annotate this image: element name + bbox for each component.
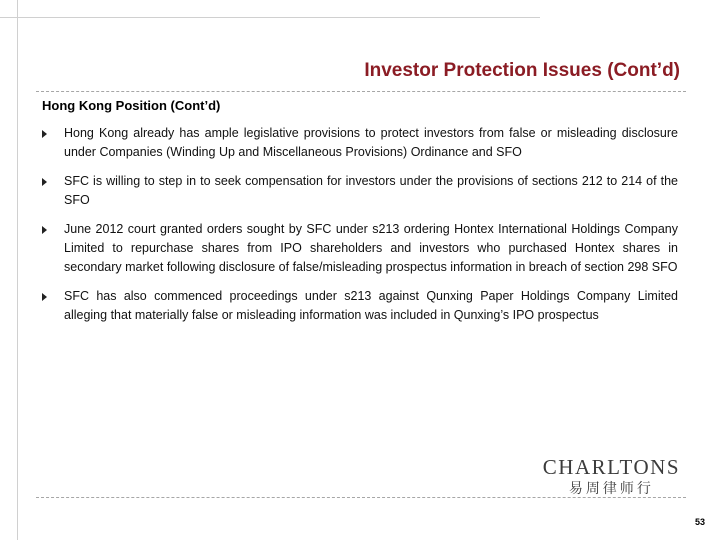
triangle-bullet-icon [42,178,47,186]
title-divider [36,91,686,92]
triangle-bullet-icon [42,226,47,234]
frame-horizontal-line [0,17,540,18]
section-subtitle: Hong Kong Position (Cont’d) [42,98,221,113]
bullet-item [42,287,678,325]
bullet-item [42,124,678,162]
bullet-text: June 2012 court granted orders sought by SFC under s213 ordering Hontex International Holdings Company Limited to repurchase shares from IPO shareholders and investors who purchased Hontex shares in secondary market following disclosure of false/misleading prospectus information in breach of section 298 SFO [64,222,678,274]
page-number: 53 [694,517,705,527]
bullet-text: SFC is willing to step in to seek compensation for investors under the provisions of sections 212 to 214 of the SFO [64,174,678,207]
triangle-bullet-icon [42,130,47,138]
triangle-bullet-icon [42,293,47,301]
logo-english-text: CHARLTONS [542,455,680,479]
bullet-item [42,172,678,210]
footer-divider [36,497,686,498]
frame-vertical-line [17,0,18,540]
bullet-text: SFC has also commenced proceedings under s213 against Qunxing Paper Holdings Company Limited alleging that materially false or misleading information was included in Qunxing’s IPO prospectus [64,289,678,322]
bullet-item [42,220,678,277]
bullet-list [42,124,678,335]
slide-title: Investor Protection Issues (Cont’d) [364,60,680,81]
bullet-text: Hong Kong already has ample legislative provisions to protect investors from false or misleading disclosure under Companies (Winding Up and Miscellaneous Provisions) Ordinance and SFO [64,126,678,159]
logo-chinese-text: 易周律师行 [568,481,654,497]
charltons-logo [543,456,680,498]
